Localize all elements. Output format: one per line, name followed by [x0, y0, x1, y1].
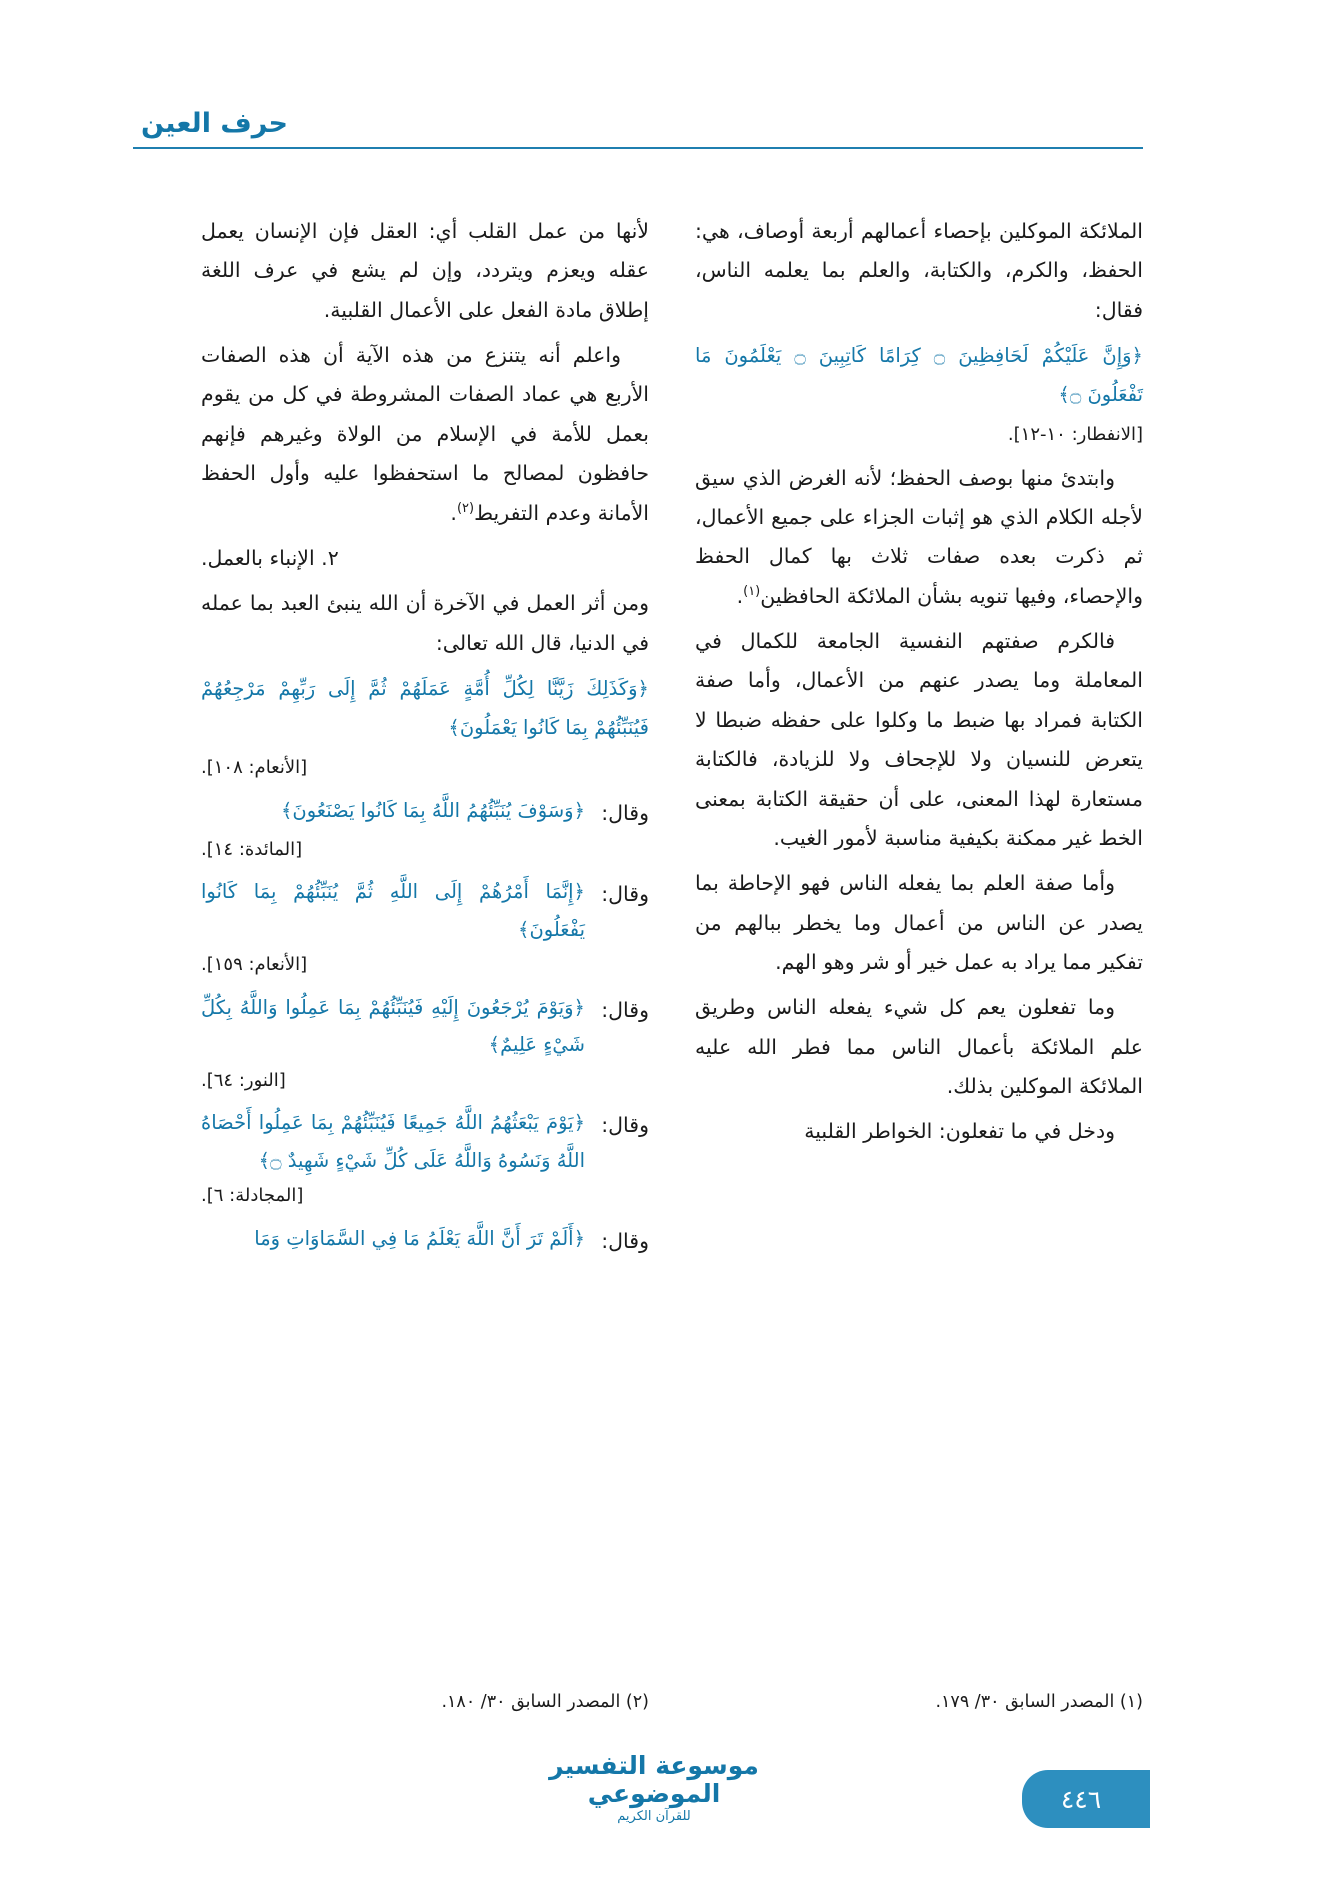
- paragraph: [695, 459, 1143, 616]
- paragraph-tail: .: [736, 583, 744, 608]
- verse-reference: [المجادلة: ٦].: [201, 1185, 304, 1207]
- logo-title: موسوعة التفسير الموضوعي: [549, 1751, 759, 1808]
- header-rule: [133, 147, 1143, 149]
- verse-reference: [الأنعام: ١٠٨].: [201, 756, 308, 778]
- paragraph: ودخل في ما تفعلون: الخواطر القلبية: [804, 1119, 1115, 1144]
- body-column-right: [695, 212, 1143, 1158]
- verse-row: [201, 873, 649, 948]
- section-heading: ٢. الإنباء بالعمل.: [201, 545, 339, 570]
- verse-reference: [الأنعام: ١٥٩].: [201, 954, 308, 976]
- verse-row: [201, 1220, 649, 1261]
- paragraph: لأنها من عمل القلب أي: العقل فإن الإنسان يعمل عقله ويعزم ويتردد، وإن لم يشع في عرف اللغة إطلاق مادة الفعل على الأعمال القلبية.: [201, 219, 649, 322]
- footnote-marker: (١): [743, 583, 761, 599]
- verse-row-label: وقال:: [601, 882, 649, 907]
- quran-verse: ﴿وَإِنَّ عَلَيْكُمْ لَحَافِظِينَ ۝ كِرَامًا كَاتِبِينَ ۝ يَعْلَمُونَ مَا تَفْعَلُونَ ۝﴾: [695, 344, 1143, 407]
- body-column-left: [201, 212, 649, 1261]
- quran-verse: ﴿وَيَوْمَ يُرْجَعُونَ إِلَيْهِ فَيُنَبِّئُهُمْ بِمَا عَمِلُوا وَاللَّهُ بِكُلِّ شَيْءٍ عَلِيمٌ﴾: [201, 995, 585, 1057]
- paragraph: وأما صفة العلم بما يفعله الناس فهو الإحاطة بما يصدر عن الناس من أعمال وما يخطر ببالهم من تفكير مما يراد به عمل خير أو شر وهو الهم.: [695, 871, 1143, 974]
- paragraph-text: واعلم أنه يتنزع من هذه الآية أن هذه الصفات الأربع هي عماد الصفات المشروطة في كل من يقوم بعمل للأمة في الإسلام من الولاة وغيرهم فإنهم حافظون لمصالح ما استحفظوا عليه وأول الحفظ الأمانة وعدم التفريط: [201, 343, 649, 525]
- verse-row-label: وقال:: [601, 1228, 649, 1253]
- footnote-marker: (٢): [456, 500, 475, 516]
- footnote-text: (٢) المصدر السابق ٣٠/ ١٨٠.: [441, 1692, 649, 1712]
- verse-row-label: وقال:: [601, 1113, 649, 1138]
- page-number-badge: ٤٤٦: [1022, 1770, 1150, 1828]
- verse-reference: [المائدة: ١٤].: [201, 838, 303, 860]
- paragraph: فالكرم صفتهم النفسية الجامعة للكمال في المعاملة وما يصدر عنهم من الأعمال، وأما صفة الكتابة فمراد بها ضبط ما وكلوا على حفظه ضبطا لا يتعرض للنسيان ولا للإجحاف ولا للزيادة، فالكتابة مستعارة لهذا المعنى، على أن حقيقة الكتابة بمعنى الخط غير ممكنة بكيفية مناسبة لأمور الغيب.: [695, 629, 1143, 850]
- verse-row: [201, 792, 649, 833]
- quran-verse: ﴿يَوْمَ يَبْعَثُهُمُ اللَّهُ جَمِيعًا فَيُنَبِّئُهُمْ بِمَا عَمِلُوا أَحْصَاهُ اللَّهُ وَنَسُوهُ وَاللَّهُ عَلَى كُلِّ شَيْءٍ شَهِيدٌ ۝﴾: [201, 1111, 585, 1172]
- footnote-text: (١) المصدر السابق ٣٠/ ١٧٩.: [935, 1692, 1143, 1712]
- verse-row: [201, 1104, 649, 1179]
- verse-reference: [الانفطار: ١٠-١٢].: [1007, 424, 1143, 446]
- verse-row: [201, 989, 649, 1064]
- page-footer: [0, 1742, 1339, 1832]
- verse-row-label: وقال:: [601, 800, 649, 825]
- paragraph-tail: .: [450, 500, 457, 525]
- paragraph: وما تفعلون يعم كل شيء يفعله الناس وطريق علم الملائكة بأعمال الناس مما فطر الله عليه الملائكة الموكلين بذلك.: [695, 995, 1143, 1099]
- paragraph: [201, 336, 649, 533]
- page-header: [133, 108, 1143, 149]
- header-title: حرف العين: [141, 108, 288, 139]
- verse-reference: [النور: ٦٤].: [201, 1069, 286, 1091]
- logo-subtitle: للقرآن الكريم: [617, 1809, 691, 1824]
- quran-verse: ﴿وَسَوْفَ يُنَبِّئُهُمُ اللَّهُ بِمَا كَانُوا يَصْنَعُونَ﴾: [280, 798, 585, 822]
- publisher-logo: [539, 1752, 769, 1824]
- quran-verse: ﴿وَكَذَلِكَ زَيَّنَّا لِكُلِّ أُمَّةٍ عَمَلَهُمْ ثُمَّ إِلَى رَبِّهِمْ مَرْجِعُهُمْ فَيُنَبِّئُهُمْ بِمَا كَانُوا يَعْمَلُونَ﴾: [201, 676, 649, 739]
- footnote-left: [201, 1692, 649, 1712]
- quran-verse: ﴿أَلَمْ تَرَ أَنَّ اللَّهَ يَعْلَمُ مَا فِي السَّمَاوَاتِ وَمَا: [254, 1226, 585, 1250]
- verse-row-label: وقال:: [601, 997, 649, 1022]
- quran-verse: ﴿إِنَّمَا أَمْرُهُمْ إِلَى اللَّهِ ثُمَّ يُنَبِّئُهُمْ بِمَا كَانُوا يَفْعَلُونَ﴾: [201, 880, 585, 941]
- paragraph: ومن أثر العمل في الآخرة أن الله ينبئ العبد بما عمله في الدنيا، قال الله تعالى:: [201, 591, 649, 655]
- footnote-right: [695, 1692, 1143, 1712]
- paragraph: الملائكة الموكلين بإحصاء أعمالهم أربعة أوصاف، هي: الحفظ، والكرم، والكتابة، والعلم بما يعلمه الناس، فقال:: [695, 219, 1143, 322]
- paragraph-text: وابتدئ منها بوصف الحفظ؛ لأنه الغرض الذي سيق لأجله الكلام الذي هو إثبات الجزاء على جميع الأعمال، ثم ذكرت بعده صفات ثلاث بها كمال الحفظ والإحصاء، وفيها تنويه بشأن الملائكة الحافظين: [695, 465, 1143, 608]
